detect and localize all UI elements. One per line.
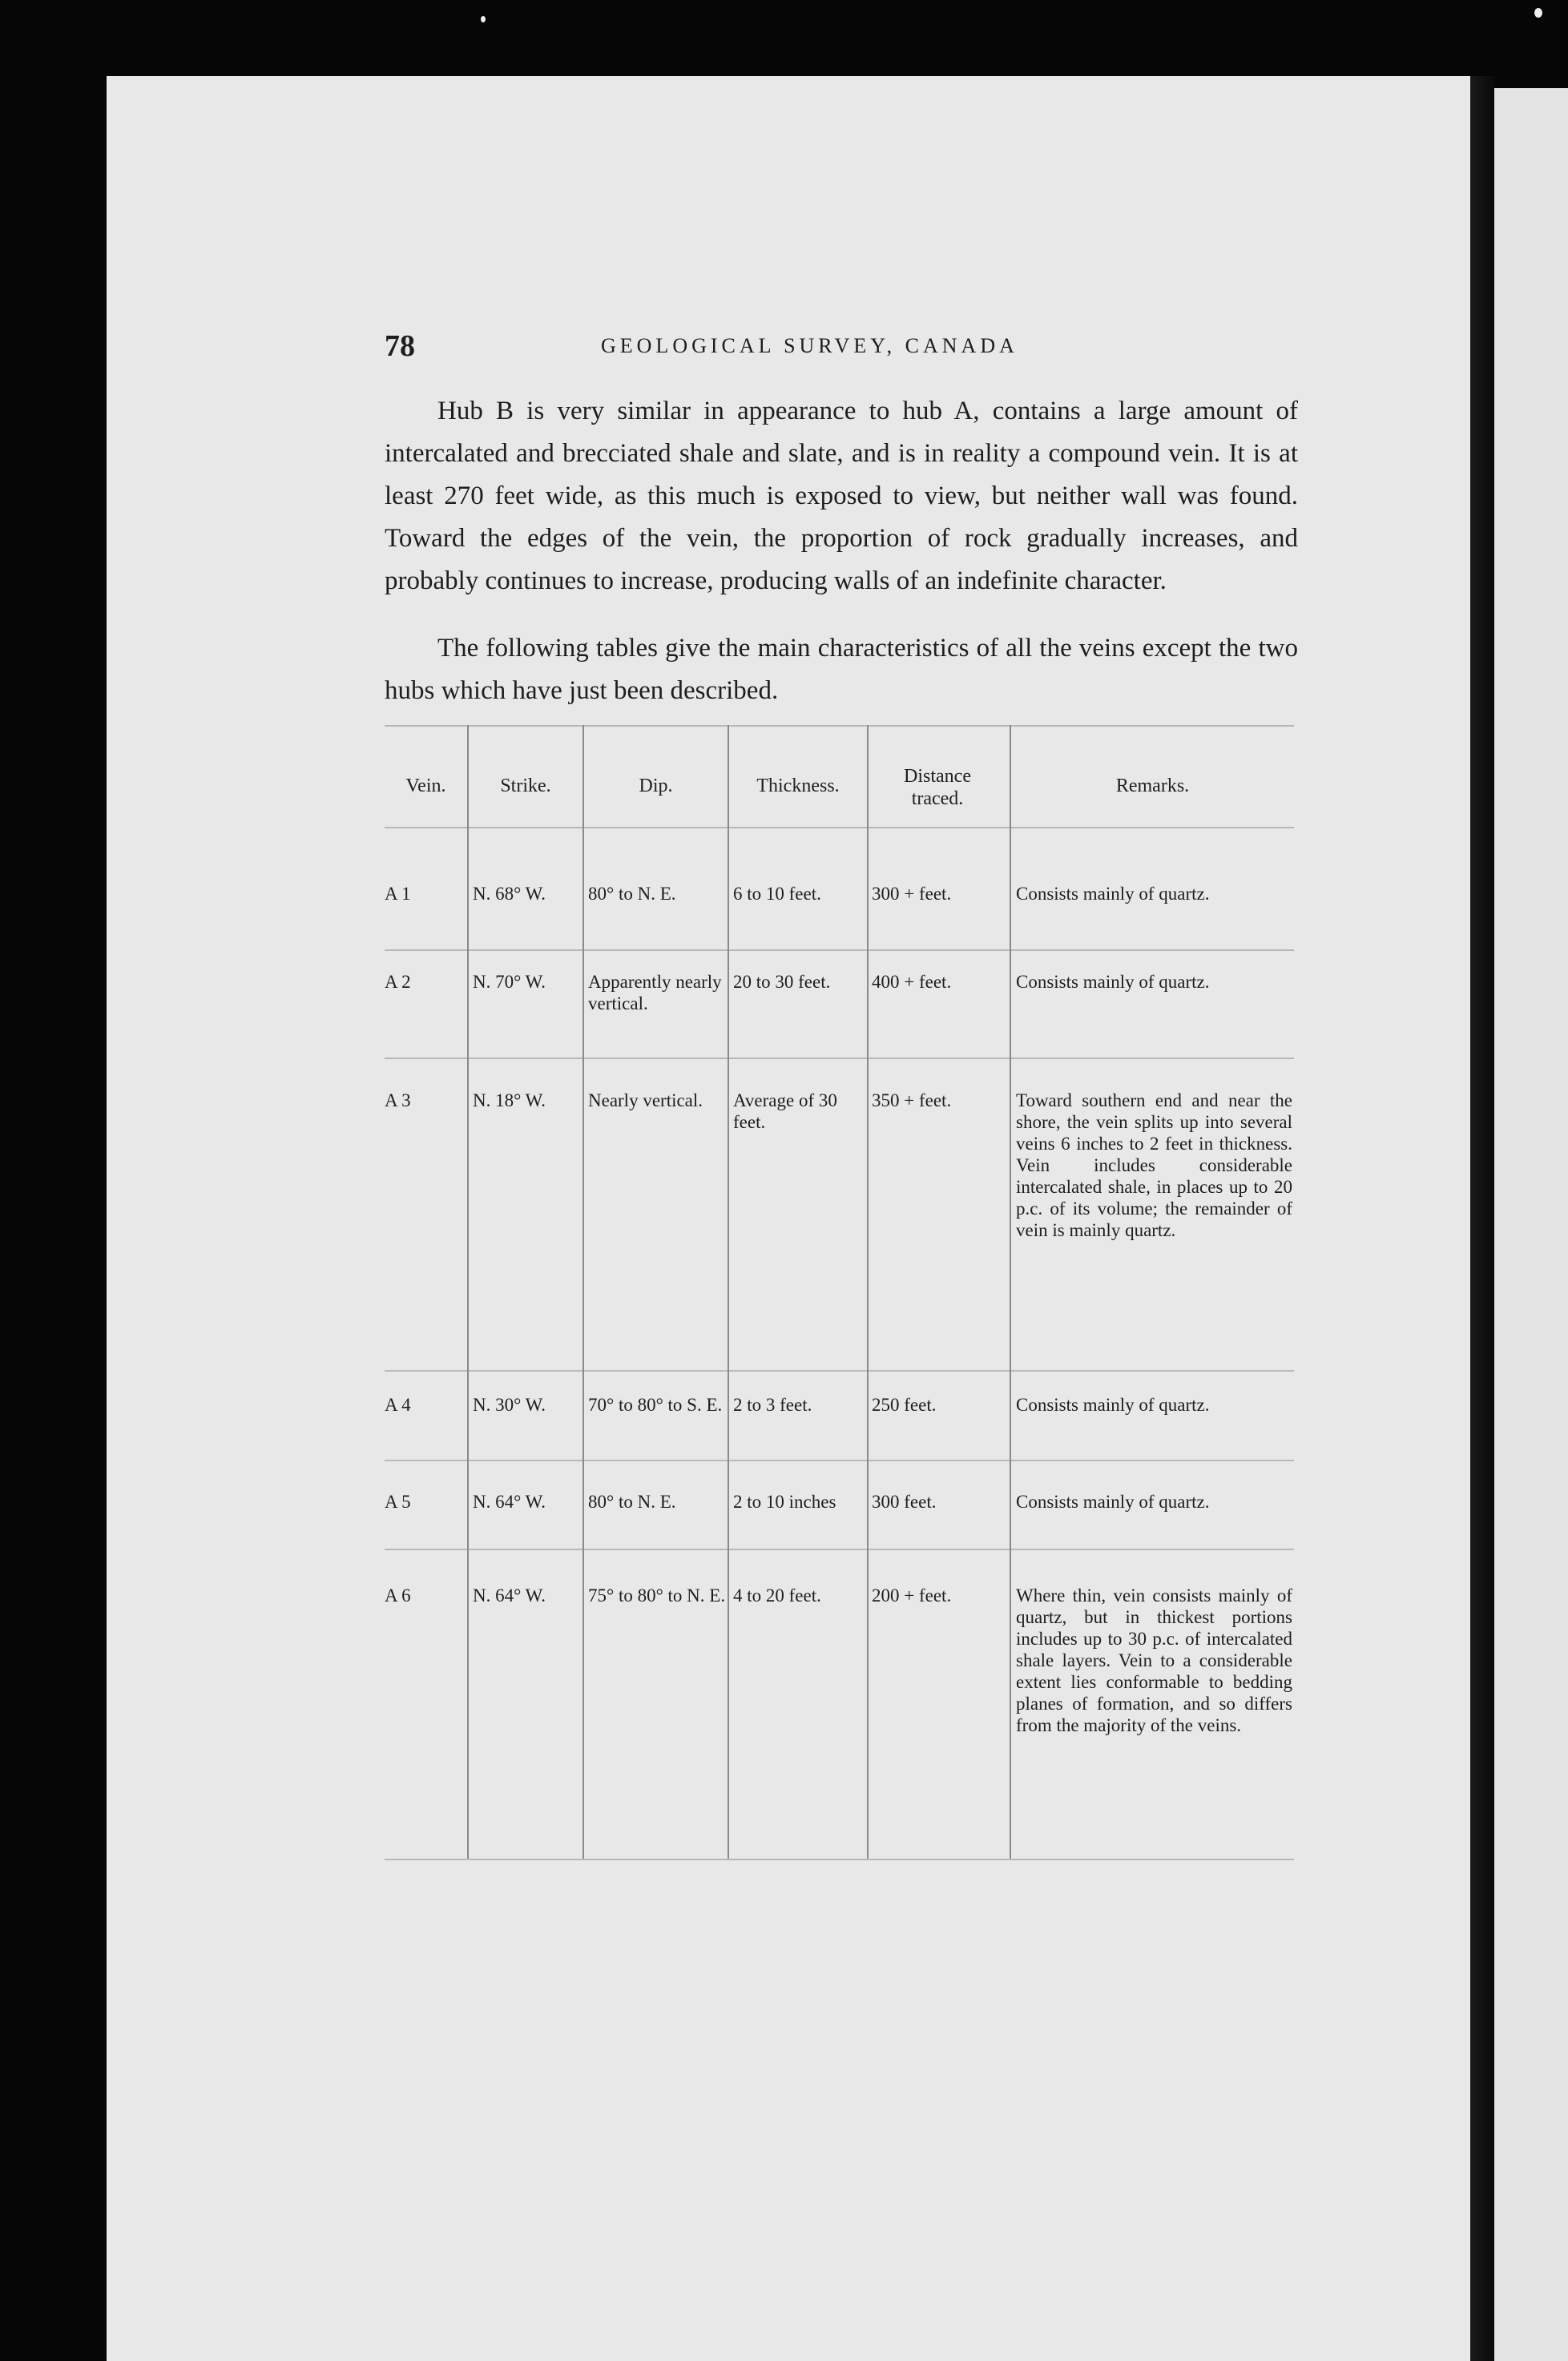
film-speck — [1534, 8, 1542, 18]
film-speck — [481, 16, 486, 22]
table-row-dip: Apparently nearly vertical. — [588, 972, 722, 1013]
facing-page-edge — [1494, 88, 1568, 2361]
paragraph-text: Hub B is very similar in appearance to hub A, contains a large amount of intercalated and brecciated shale and slate, and is in reality a compound vein. It is at least 270 feet wide, as this much is exposed to view, but neither wall was found. Toward the edges of the vein, the proportion of rock gradually increases, and probably continues to increase, producing walls of an indefinite character. — [385, 397, 1298, 595]
table-row-thickness: 4 to 20 feet. — [733, 1585, 821, 1606]
table-row-distance: 300 feet. — [872, 1492, 937, 1512]
table-row-thickness: 2 to 3 feet. — [733, 1395, 812, 1415]
table-row-strike: N. 18° W. — [473, 1090, 546, 1110]
row-divider — [385, 949, 1294, 951]
table-row-thickness: 2 to 10 inches — [733, 1492, 836, 1512]
column-divider — [582, 725, 584, 1859]
table-row-remarks: Consists mainly of quartz. — [1016, 884, 1210, 904]
table-row-remarks: Consists mainly of quartz. — [1016, 972, 1210, 992]
header-vein: Vein. — [405, 776, 446, 796]
page-number: 78 — [385, 329, 415, 363]
header-rule — [385, 827, 1294, 828]
table-row-vein: A 6 — [385, 1585, 411, 1606]
running-title: GEOLOGICAL SURVEY, CANADA — [601, 334, 1018, 357]
veins-table — [385, 725, 1294, 1863]
header-strike: Strike. — [500, 776, 551, 796]
column-divider — [1010, 725, 1011, 1859]
row-divider — [385, 1460, 1294, 1461]
table-row-dip: 75° to 80° to N. E. — [588, 1585, 726, 1606]
table-row-strike: N. 30° W. — [473, 1395, 546, 1415]
paragraph — [385, 627, 1298, 712]
table-row-dip: 70° to 80° to S. E. — [588, 1395, 723, 1415]
column-divider — [467, 725, 469, 1859]
table-row-vein: A 3 — [385, 1090, 411, 1110]
table-row-vein: A 2 — [385, 972, 411, 992]
table-row-distance: 350 + feet. — [872, 1090, 952, 1110]
table-row-dip: 80° to N. E. — [588, 884, 676, 904]
table-row-dip: Nearly vertical. — [588, 1090, 703, 1110]
table-row-thickness: 20 to 30 feet. — [733, 972, 831, 992]
table-row-strike: N. 64° W. — [473, 1492, 546, 1512]
table-row-thickness: Average of 30 feet. — [733, 1090, 837, 1132]
table-row-distance: 300 + feet. — [872, 884, 952, 904]
column-divider — [728, 725, 729, 1859]
table-row-remarks: Where thin, vein consists mainly of quartz, but in thickest portions includes up to 30 p.c. of intercalated shale layers. Vein to a considerable extent lies conformable to bedding planes of formation, and so differs from the majority of the veins. — [1016, 1585, 1292, 1735]
table-row-remarks: Toward southern end and near the shore, the vein splits up into several veins 6 inches to 2 feet in thickness. Vein includes considerable intercalated shale, in places up to 20 p.c. of its volume; the remainder of vein is mainly quartz. — [1016, 1090, 1292, 1240]
table-row-vein: A 1 — [385, 884, 411, 904]
header-thickness: Thickness. — [756, 776, 840, 796]
table-row-vein: A 5 — [385, 1492, 411, 1512]
table-row-vein: A 4 — [385, 1395, 411, 1415]
row-divider — [385, 1549, 1294, 1550]
table-row-thickness: 6 to 10 feet. — [733, 884, 821, 904]
header-remarks: Remarks. — [1115, 776, 1190, 796]
header-distance: Distance traced. — [904, 766, 971, 809]
paragraph-text: The following tables give the main characteristics of all the veins except the two hubs which have just been described. — [385, 634, 1298, 705]
table-row-strike: N. 70° W. — [473, 972, 546, 992]
paragraph — [385, 390, 1298, 602]
table-row-dip: 80° to N. E. — [588, 1492, 676, 1512]
table-top-rule — [385, 725, 1294, 727]
column-divider — [867, 725, 869, 1859]
header-dip: Dip. — [639, 776, 673, 796]
table-row-remarks: Consists mainly of quartz. — [1016, 1492, 1210, 1512]
table-row-distance: 250 feet. — [872, 1395, 937, 1415]
table-row-remarks: Consists mainly of quartz. — [1016, 1395, 1210, 1415]
table-row-strike: N. 68° W. — [473, 884, 546, 904]
table-row-strike: N. 64° W. — [473, 1585, 546, 1606]
row-divider — [385, 1058, 1294, 1059]
page-edge-shadow — [1470, 76, 1494, 2361]
table-bottom-rule — [385, 1859, 1294, 1860]
row-divider — [385, 1370, 1294, 1372]
table-row-distance: 200 + feet. — [872, 1585, 952, 1606]
table-row-distance: 400 + feet. — [872, 972, 952, 992]
